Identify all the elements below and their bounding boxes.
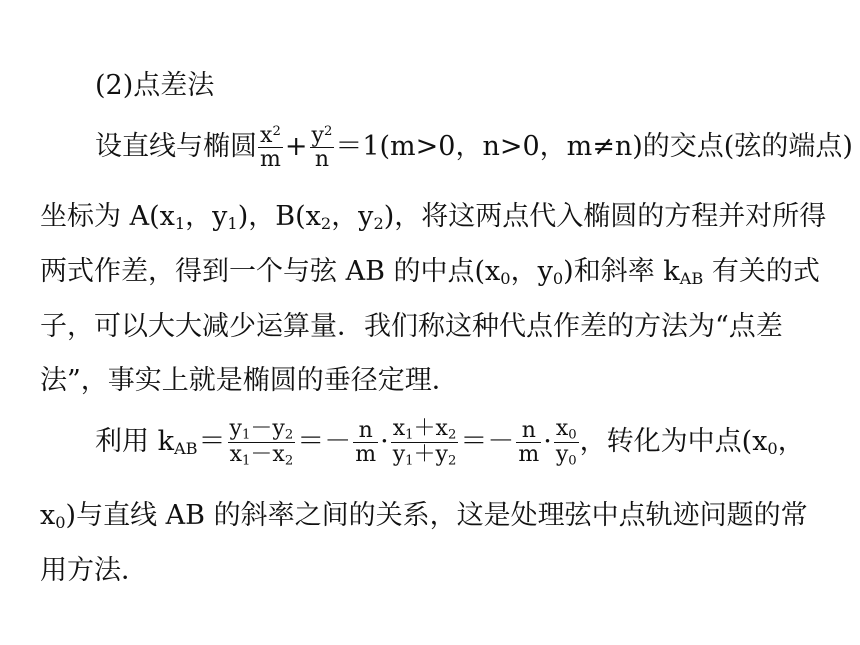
denominator: n xyxy=(314,147,329,173)
paragraph-line-5: 法”，事实上就是椭圆的垂径定理． xyxy=(40,365,459,396)
var: x xyxy=(392,416,406,441)
text-span: x xyxy=(40,500,56,531)
paragraph-line-1 xyxy=(95,124,853,171)
subscript: 1 xyxy=(405,453,414,469)
dot-operator: · xyxy=(380,426,389,458)
dot-operator: · xyxy=(543,426,552,458)
text-span: ，y xyxy=(510,256,553,287)
equals-sign: ＝ xyxy=(198,426,226,458)
subscript: 0 xyxy=(767,439,778,459)
text-span: 坐标为 A(x xyxy=(40,201,175,232)
text-span: )，将这两点代入椭圆的方程并对所得 xyxy=(383,201,827,232)
text-span: ，y xyxy=(185,201,228,232)
text-span: ，转化为中点(x xyxy=(579,426,768,458)
var: x xyxy=(555,416,569,441)
subscript: 1 xyxy=(405,427,414,443)
subscript: 1 xyxy=(241,453,251,469)
formula-line xyxy=(95,417,805,468)
var: x xyxy=(272,442,285,468)
var: y xyxy=(392,442,406,468)
subscript: 0 xyxy=(568,427,577,443)
fraction-x0-over-y0 xyxy=(554,417,579,468)
subscript: AB xyxy=(173,439,198,459)
var: y xyxy=(555,442,569,468)
paragraph-line-2 xyxy=(40,203,826,232)
fraction-y2-over-n xyxy=(310,124,335,171)
denominator: m xyxy=(355,442,377,468)
subscript: 2 xyxy=(284,453,294,469)
subscript: 0 xyxy=(500,269,511,289)
text-span: )，B(x xyxy=(237,201,321,232)
subscript: 2 xyxy=(320,214,332,234)
minus-sign: － xyxy=(250,442,273,468)
subscript: 1 xyxy=(174,214,186,234)
text-span: 有关的式 xyxy=(703,256,820,287)
section-heading: (2)点差法 xyxy=(95,70,215,101)
plus-sign: ＋ xyxy=(413,442,436,468)
fraction-y-diff-over-x-diff xyxy=(228,417,296,468)
var: x xyxy=(435,416,448,441)
paragraph-line-3 xyxy=(40,258,820,287)
text-span: ＝1(m>0，n>0，m≠n)的交点(弦的端点) xyxy=(335,131,853,163)
denominator: m xyxy=(260,147,281,173)
numerator: y xyxy=(311,123,324,148)
numerator: n xyxy=(353,419,378,443)
subscript: 1 xyxy=(227,214,238,234)
numerator: n xyxy=(516,419,541,443)
paragraph-line-7 xyxy=(40,502,808,531)
subscript: 2 xyxy=(284,427,294,443)
minus-sign: － xyxy=(250,416,273,441)
denominator: m xyxy=(518,442,540,468)
var: y xyxy=(229,416,242,441)
subscript: 0 xyxy=(55,513,66,533)
fraction-n-over-m xyxy=(353,419,378,466)
fraction-n-over-m xyxy=(516,419,541,466)
text-span: ， xyxy=(777,426,805,458)
subscript: AB xyxy=(679,269,704,289)
subscript: 1 xyxy=(241,427,251,443)
fraction-x2-over-m xyxy=(258,124,283,171)
text-span: )与直线 AB 的斜率之间的关系，这是处理弦中点轨迹问题的常 xyxy=(65,500,808,531)
superscript: 2 xyxy=(272,123,281,139)
subscript: 2 xyxy=(447,427,457,443)
numerator: x xyxy=(260,123,273,148)
subscript: 2 xyxy=(373,214,384,234)
var: y xyxy=(272,416,285,441)
subscript: 2 xyxy=(447,453,457,469)
var: y xyxy=(435,442,448,468)
text-span: 利用 k xyxy=(95,426,174,458)
equals-minus: ＝－ xyxy=(460,426,515,458)
text-span: ，y xyxy=(331,201,374,232)
subscript: 0 xyxy=(568,453,577,469)
paragraph-line-4: 子，可以大大减少运算量．我们称这种代点作差的方法为“点差 xyxy=(40,311,783,342)
var: x xyxy=(229,442,242,468)
text-span: )和斜率 k xyxy=(563,256,680,287)
text-span: 设直线与椭圆 xyxy=(95,131,257,163)
plus-sign: ＋ xyxy=(413,416,436,441)
text-span: 两式作差，得到一个与弦 AB 的中点(x xyxy=(40,256,501,287)
paragraph-line-8: 用方法． xyxy=(40,555,148,586)
equals-minus: ＝－ xyxy=(297,426,352,458)
subscript: 0 xyxy=(552,269,564,289)
plus-sign: + xyxy=(284,131,308,163)
fraction-x-sum-over-y-sum xyxy=(391,417,459,468)
superscript: 2 xyxy=(323,123,333,139)
